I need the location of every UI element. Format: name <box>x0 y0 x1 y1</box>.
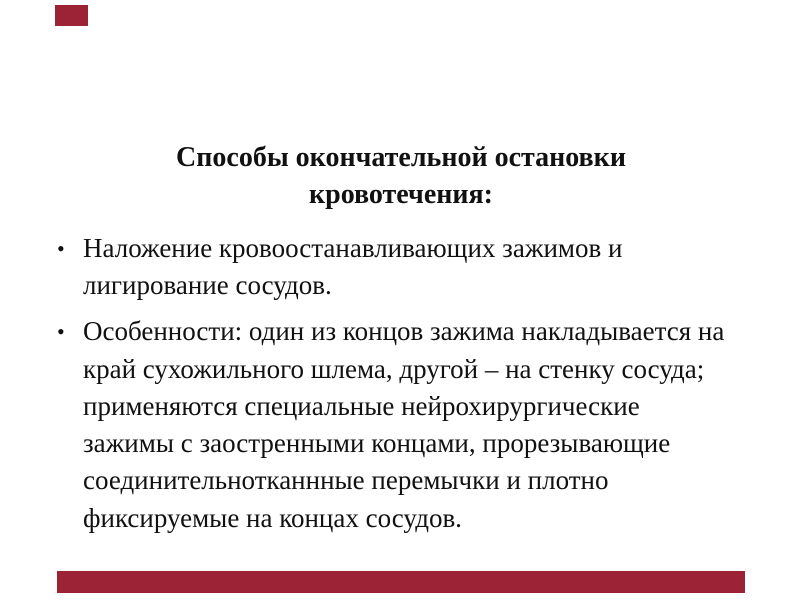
slide-content <box>57 140 745 546</box>
top-accent-bar <box>55 5 88 26</box>
bullet-text: Особенности: один из концов зажима накладывается на край сухожильного шлема, другой – на стенку сосуда; применяются специальные нейрохирургические зажимы с заостренными концами, прорезывающие соединительнотканнные перемычки и плотно фиксируемые на концах сосудов. <box>83 316 725 533</box>
bullet-text: Наложение кровоостанавливающих зажимов и лигирование сосудов. <box>83 232 623 301</box>
bullet-icon: • <box>57 235 65 261</box>
bullet-icon: • <box>57 319 65 345</box>
page-title: Способы окончательной остановки кровотечения: <box>176 142 626 210</box>
bullet-list <box>57 230 745 537</box>
list-item <box>57 230 745 305</box>
list-item <box>57 313 745 537</box>
bottom-accent-bar <box>57 571 745 593</box>
